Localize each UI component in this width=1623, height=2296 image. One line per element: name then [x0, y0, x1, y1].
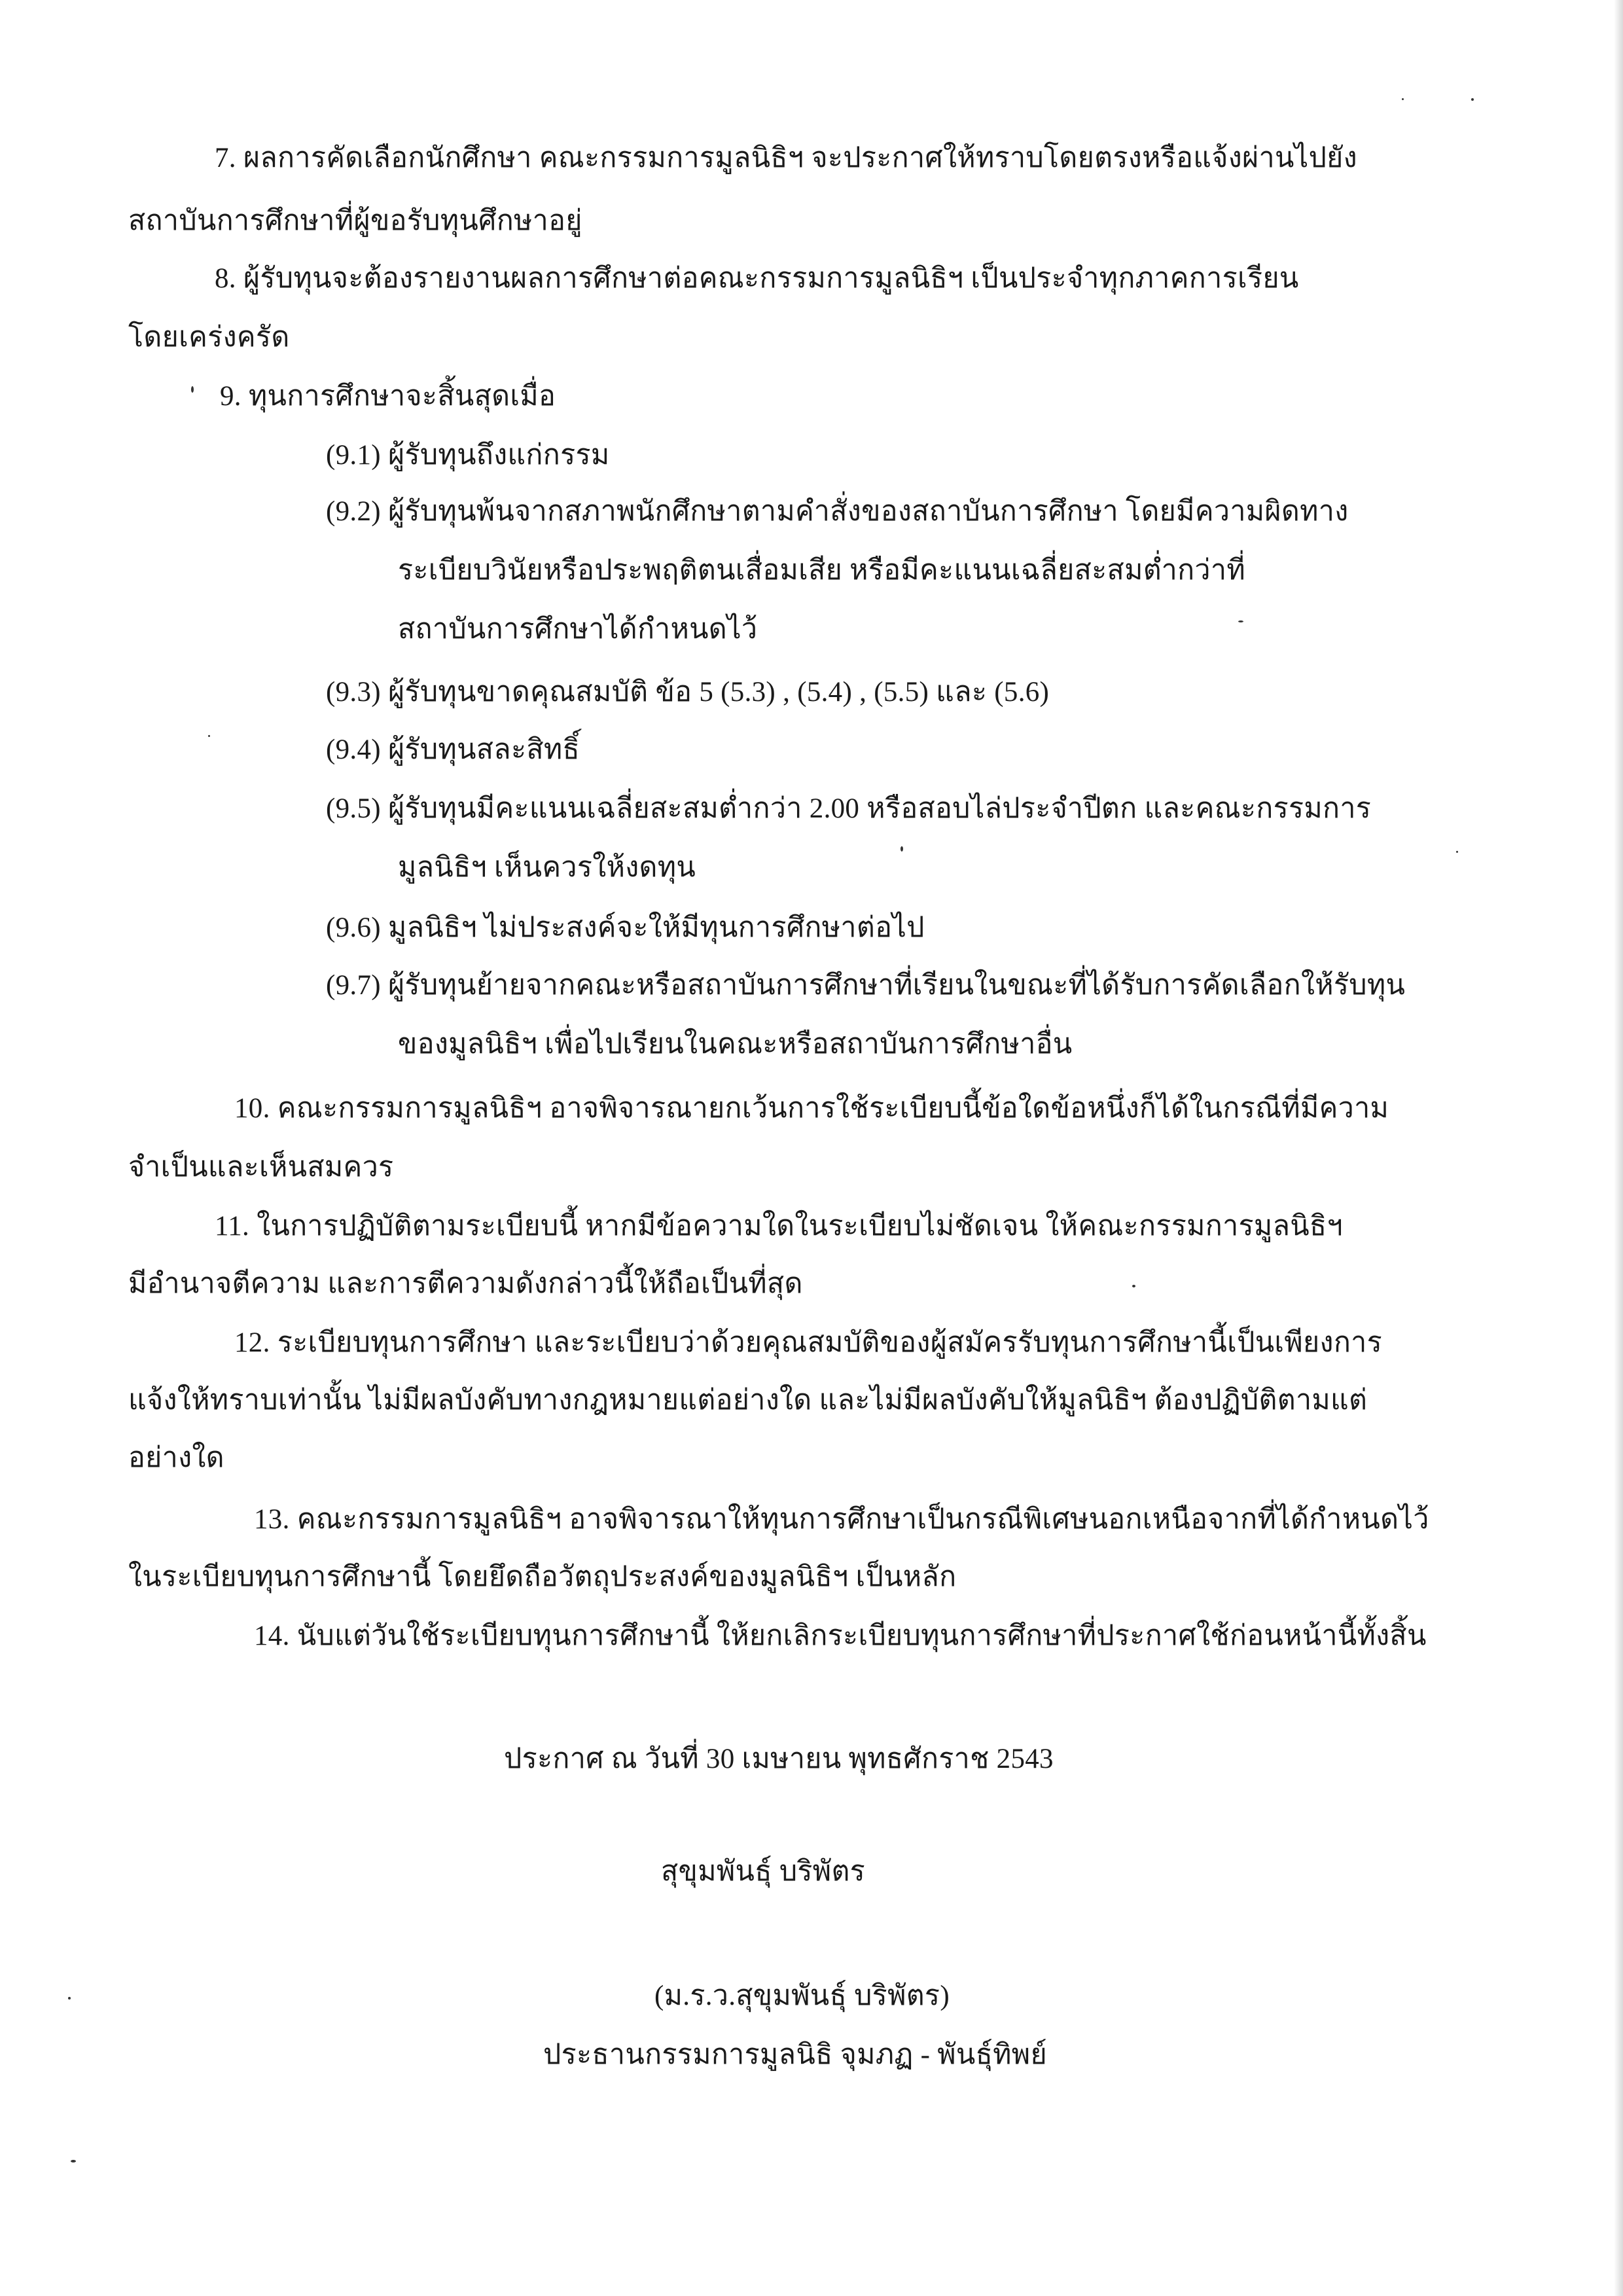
scan-speck [1402, 98, 1404, 100]
clause-8-line-1: 8. ผู้รับทุนจะต้องรายงานผลการศึกษาต่อคณะกรรมการมูลนิธิฯ เป็นประจำทุกภาคการเรียน [215, 263, 1299, 294]
announcement-date: ประกาศ ณ วันที่ 30 เมษายน พุทธศักราช 2543 [504, 1744, 1054, 1774]
signature: สุขุมพันธุ์ บริพัตร [661, 1856, 866, 1887]
scan-speck [901, 846, 903, 852]
clause-9-6: (9.6) มูลนิธิฯ ไม่ประสงค์จะให้มีทุนการศึกษาต่อไป [326, 912, 925, 943]
signatory-position: ประธานกรรมการมูลนิธิ จุมภฏ - พันธุ์ทิพย์ [543, 2039, 1047, 2070]
clause-14: 14. นับแต่วันใช้ระเบียบทุนการศึกษานี้ ให้ยกเลิกระเบียบทุนการศึกษาที่ประกาศใช้ก่อนหน้านี้ทั้งสิ้น [254, 1621, 1427, 1651]
clause-10-line-2: จำเป็นและเห็นสมควร [128, 1152, 394, 1183]
scan-speck [71, 2160, 76, 2162]
clause-11-line-1: 11. ในการปฏิบัติตามระเบียบนี้ หากมีข้อความใดในระเบียบไม่ชัดเจน ให้คณะกรรมการมูลนิธิฯ [215, 1211, 1343, 1242]
clause-12-line-1: 12. ระเบียบทุนการศึกษา และระเบียบว่าด้วยคุณสมบัติของผู้สมัครรับทุนการศึกษานี้เป็นเพียงการ [234, 1327, 1382, 1358]
clause-9-1: (9.1) ผู้รับทุนถึงแก่กรรม [326, 440, 610, 471]
clause-8-line-2: โดยเคร่งครัด [128, 322, 290, 353]
scan-speck [208, 735, 210, 737]
scan-speck [68, 1997, 71, 2000]
scan-speck [1238, 620, 1243, 622]
clause-11-line-2: มีอำนาจตีความ และการตีความดังกล่าวนี้ให้ถือเป็นที่สุด [128, 1268, 803, 1299]
clause-7-line-2: สถาบันการศึกษาที่ผู้ขอรับทุนศึกษาอยู่ [128, 206, 582, 236]
scan-speck [191, 386, 194, 393]
scan-edge-shadow [1614, 0, 1623, 2296]
clause-9-3: (9.3) ผู้รับทุนขาดคุณสมบัติ ข้อ 5 (5.3) , (5.4) , (5.5) และ (5.6) [326, 677, 1050, 708]
clause-9-4: (9.4) ผู้รับทุนสละสิทธิ์ [326, 734, 580, 765]
clause-9-5-line-1: (9.5) ผู้รับทุนมีคะแนนเฉลี่ยสะสมต่ำกว่า 2.00 หรือสอบไล่ประจำปีตก และคณะกรรมการ [326, 793, 1372, 824]
clause-9-5-line-2: มูลนิธิฯ เห็นควรให้งดทุน [398, 852, 696, 883]
clause-9-2-line-3: สถาบันการศึกษาได้กำหนดไว้ [398, 614, 758, 645]
clause-12-line-2: แจ้งให้ทราบเท่านั้น ไม่มีผลบังคับทางกฎหมายแต่อย่างใด และไม่มีผลบังคับให้มูลนิธิฯ ต้องปฏิบัติตามแต่ [128, 1385, 1368, 1416]
clause-9-heading: 9. ทุนการศึกษาจะสิ้นสุดเมื่อ [220, 381, 556, 412]
scan-speck [1456, 851, 1458, 853]
signatory-name: (ม.ร.ว.สุขุมพันธุ์ บริพัตร) [654, 1981, 950, 2011]
clause-9-7-line-2: ของมูลนิธิฯ เพื่อไปเรียนในคณะหรือสถาบันการศึกษาอื่น [398, 1029, 1073, 1060]
clause-12-line-3: อย่างใด [128, 1443, 224, 1473]
clause-9-2-line-2: ระเบียบวินัยหรือประพฤติตนเสื่อมเสีย หรือมีคะแนนเฉลี่ยสะสมต่ำกว่าที่ [398, 555, 1245, 586]
clause-13-line-1: 13. คณะกรรมการมูลนิธิฯ อาจพิจารณาให้ทุนการศึกษาเป็นกรณีพิเศษนอกเหนือจากที่ได้กำหนดไว้ [254, 1504, 1429, 1535]
scan-speck [1471, 98, 1474, 101]
clause-10-line-1: 10. คณะกรรมการมูลนิธิฯ อาจพิจารณายกเว้นการใช้ระเบียบนี้ข้อใดข้อหนึ่งก็ได้ในกรณีที่มีความ [234, 1093, 1389, 1124]
clause-13-line-2: ในระเบียบทุนการศึกษานี้ โดยยึดถือวัตถุประสงค์ของมูลนิธิฯ เป็นหลัก [128, 1562, 957, 1592]
clause-9-7-line-1: (9.7) ผู้รับทุนย้ายจากคณะหรือสถาบันการศึกษาที่เรียนในขณะที่ได้รับการคัดเลือกให้รับทุน [326, 970, 1406, 1001]
clause-9-2-line-1: (9.2) ผู้รับทุนพ้นจากสภาพนักศึกษาตามคำสั่งของสถาบันการศึกษา โดยมีความผิดทาง [326, 496, 1349, 527]
scan-speck [1132, 1285, 1135, 1287]
clause-7-line-1: 7. ผลการคัดเลือกนักศึกษา คณะกรรมการมูลนิธิฯ จะประกาศให้ทราบโดยตรงหรือแจ้งผ่านไปยัง [215, 143, 1357, 173]
